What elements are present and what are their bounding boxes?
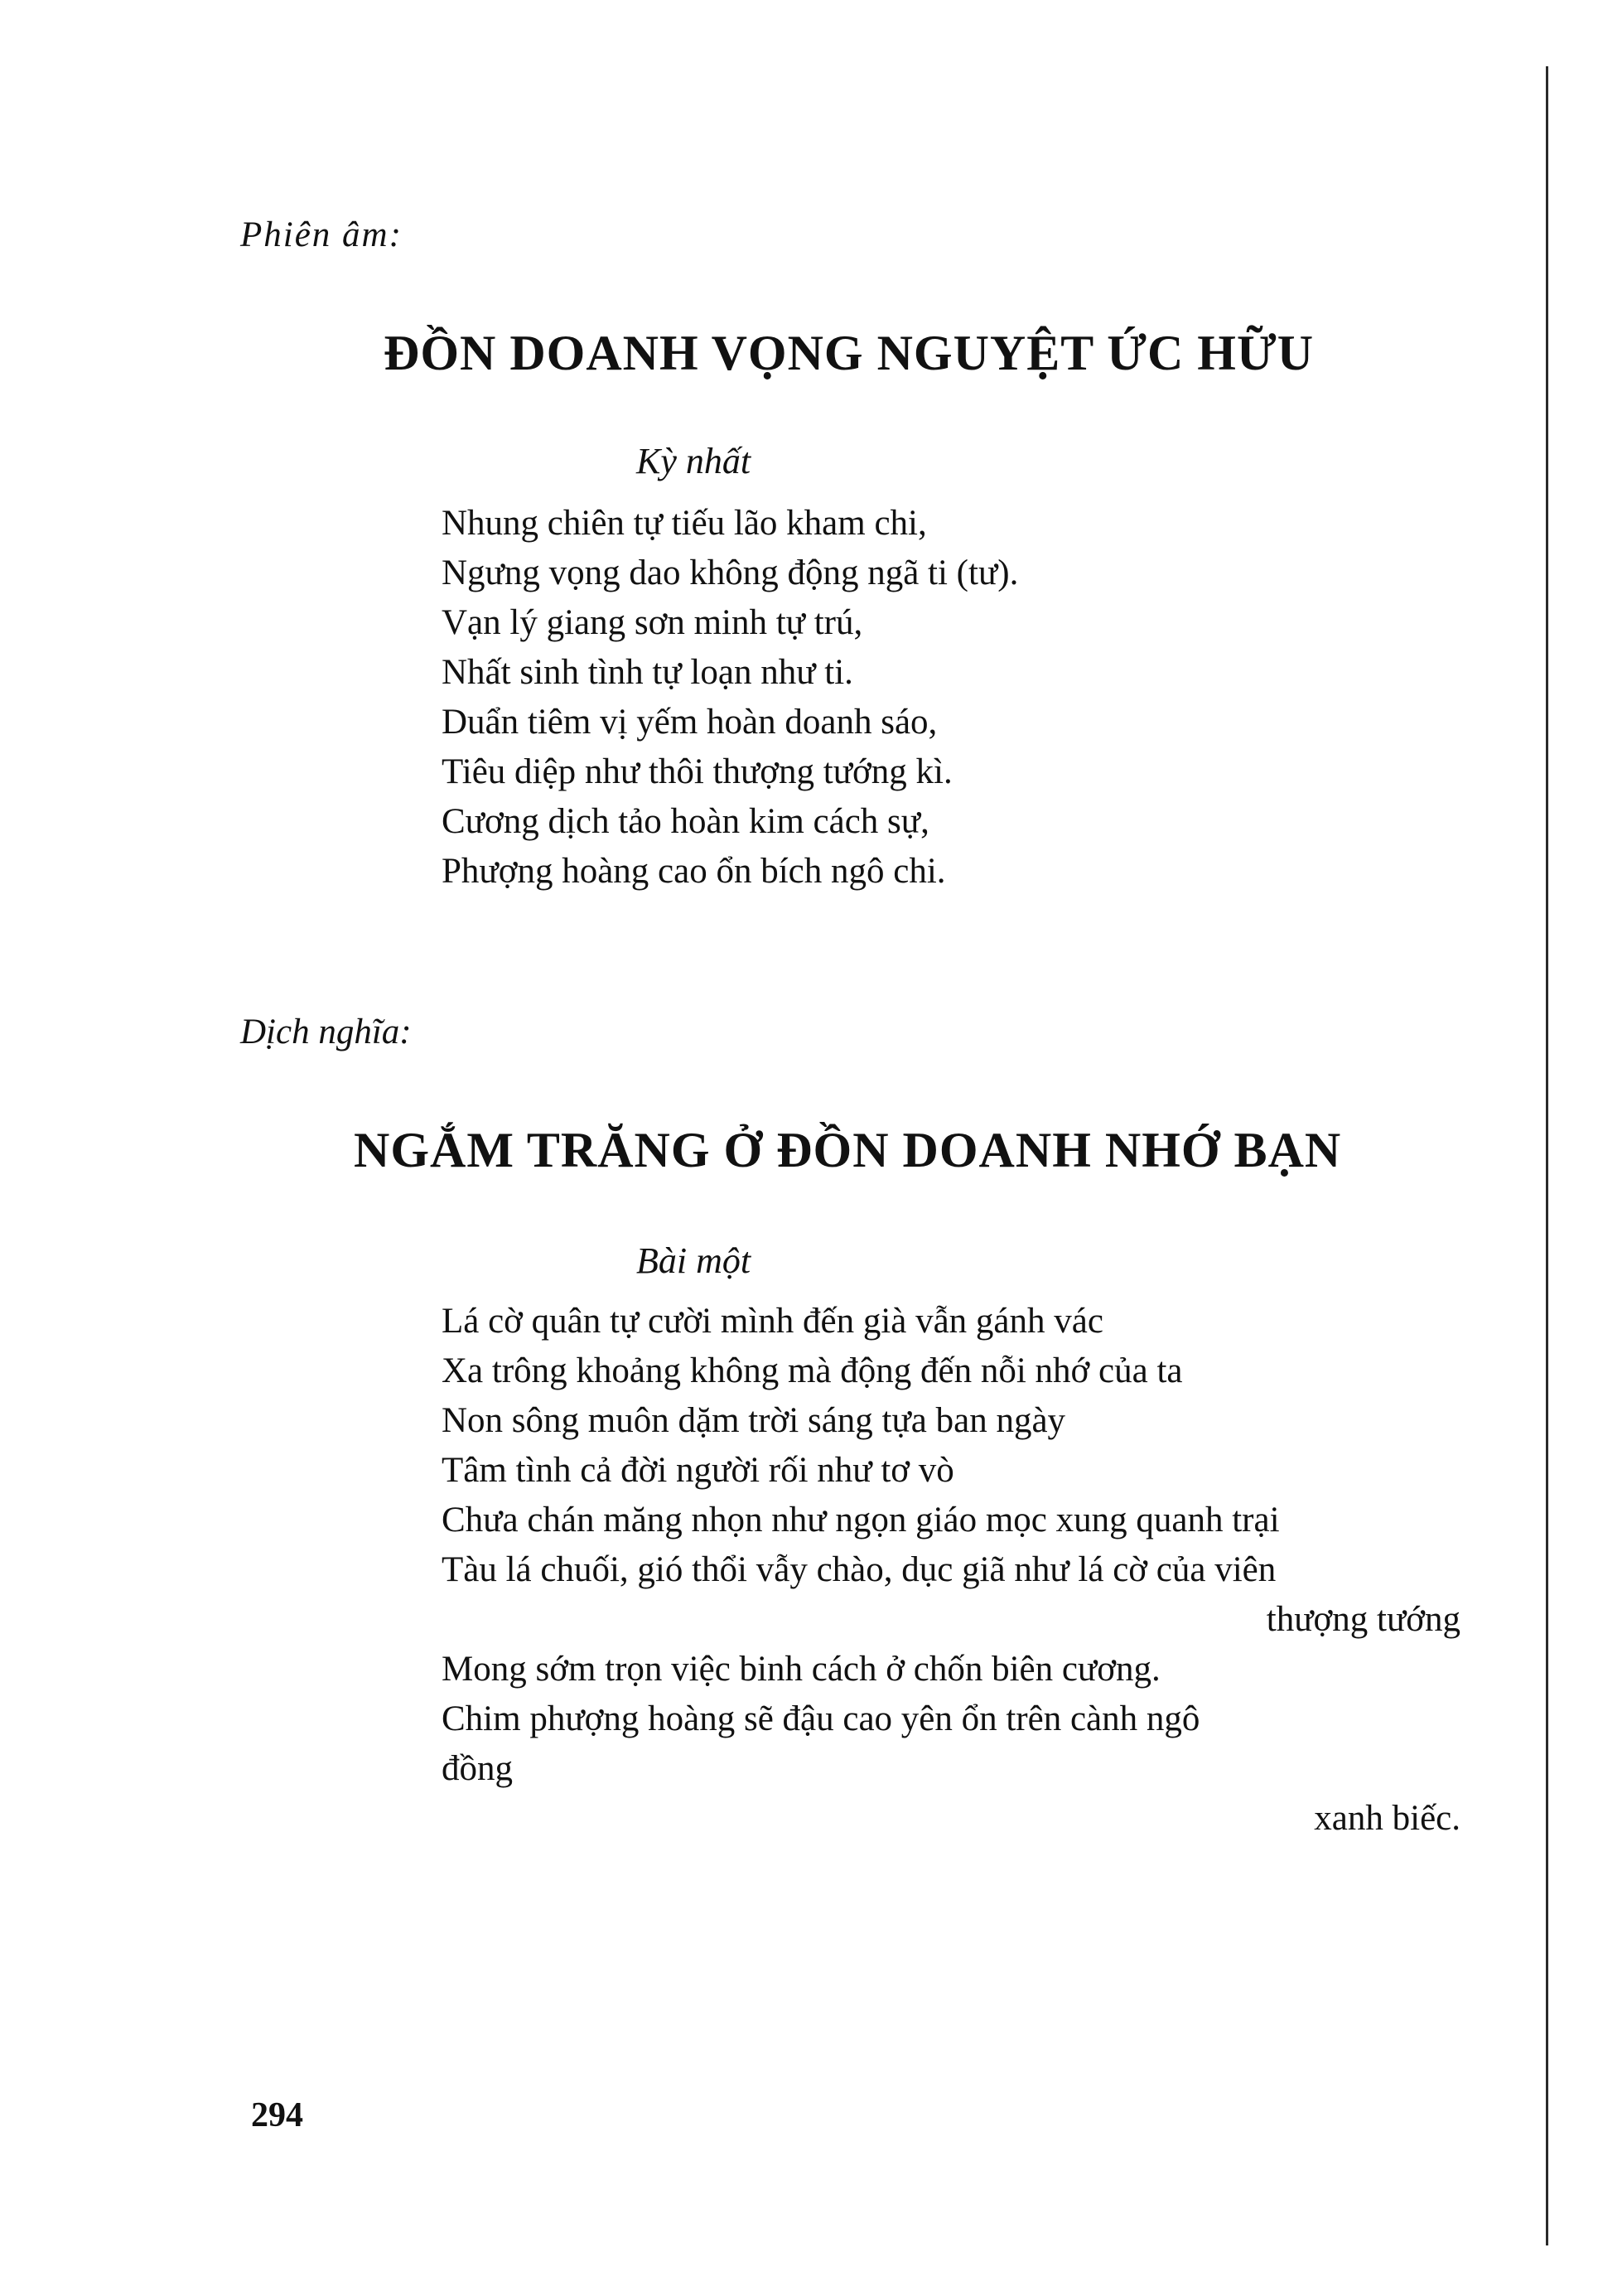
page-edge-rule <box>1546 66 1548 2245</box>
verse-line-continuation: thượng tướng <box>1266 1600 1460 1639</box>
verse-line: Vạn lý giang sơn minh tự trú, <box>442 603 863 642</box>
verse-line: đồng <box>442 1749 513 1788</box>
verse-line: Ngưng vọng dao không động ngã ti (tư). <box>442 553 1019 592</box>
verse-line: Tàu lá chuối, gió thổi vẫy chào, dục giã như lá cờ của viên <box>442 1550 1277 1589</box>
verse-line: Tiêu diệp như thôi thượng tướng kì. <box>442 752 953 791</box>
verse-line: Duẩn tiêm vị yếm hoàn doanh sáo, <box>442 703 938 742</box>
verse-line: Nhung chiên tự tiếu lão kham chi, <box>442 504 927 543</box>
verse-line: Chưa chán măng nhọn như ngọn giáo mọc xung quanh trại <box>442 1501 1280 1540</box>
page-number: 294 <box>251 2096 303 2134</box>
verse-line: Lá cờ quân tự cười mình đến già vẫn gánh vác <box>442 1302 1103 1341</box>
original-poem-verses <box>442 499 1018 897</box>
translated-poem-verses <box>442 1297 1460 1844</box>
verse-line: Mong sớm trọn việc binh cách ở chốn biên cương. <box>442 1650 1161 1689</box>
verse-line: Tâm tình cả đời người rối như tơ vò <box>442 1451 954 1490</box>
verse-line: Non sông muôn dặm trời sáng tựa ban ngày <box>442 1401 1066 1440</box>
verse-line: Cương dịch tảo hoàn kim cách sự, <box>442 802 929 841</box>
translation-label: Dịch nghĩa: <box>240 1013 412 1051</box>
verse-line: Chim phượng hoàng sẽ đậu cao yên ổn trên cành ngô <box>442 1699 1200 1738</box>
translated-poem-subtitle: Bài một <box>636 1240 751 1281</box>
verse-line: Phượng hoàng cao ổn bích ngô chi. <box>442 852 946 891</box>
translated-poem-title: NGẮM TRĂNG Ở ĐỒN DOANH NHỚ BẠN <box>354 1123 1342 1177</box>
transliteration-label: Phiên âm: <box>240 215 403 254</box>
original-poem-title: ĐỒN DOANH VỌNG NGUYỆT ỨC HỮU <box>384 326 1315 380</box>
original-poem-subtitle: Kỳ nhất <box>636 441 751 481</box>
verse-line-continuation: xanh biếc. <box>1314 1799 1460 1838</box>
verse-line: Xa trông khoảng không mà động đến nỗi nhớ của ta <box>442 1351 1183 1390</box>
verse-line: Nhất sinh tình tự loạn như ti. <box>442 653 853 692</box>
